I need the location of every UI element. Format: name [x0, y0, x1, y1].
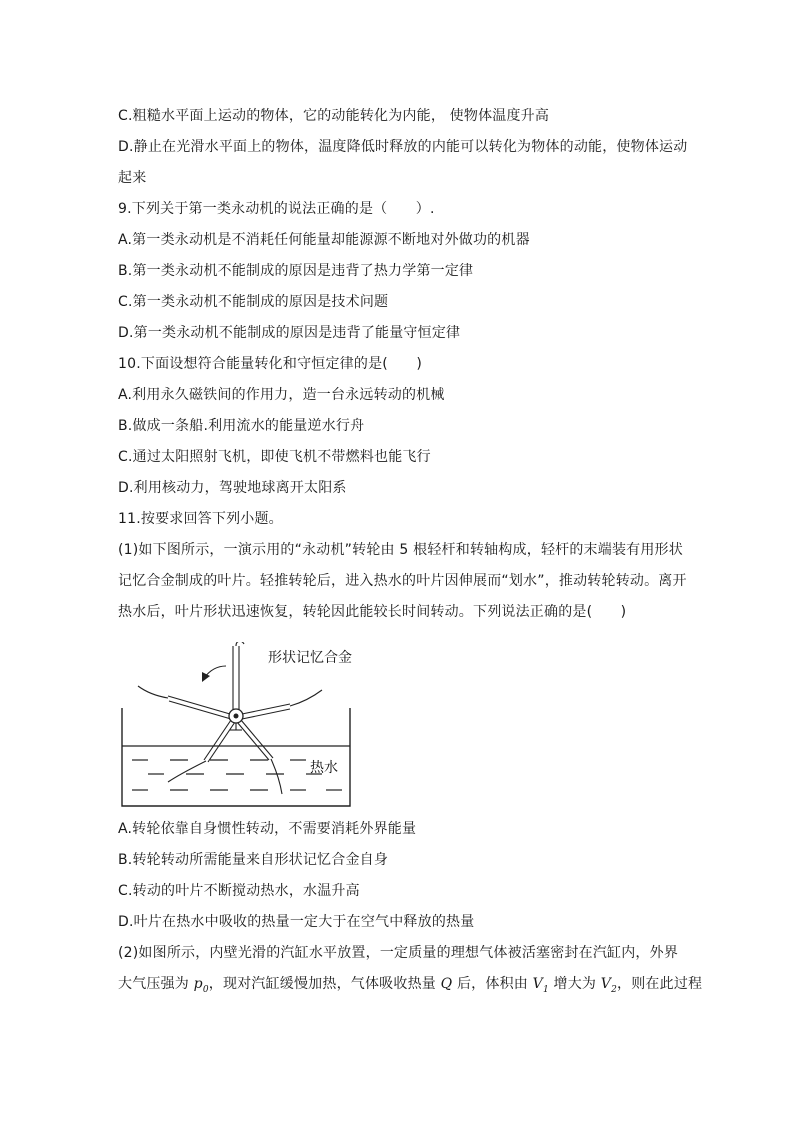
option-d: D.利用核动力，驾驶地球离开太阳系 [118, 480, 347, 496]
text-fragment: ，则在此过程 [617, 976, 703, 992]
symbol-p0: $p_0$ [193, 976, 209, 995]
text-line: (2)如图所示，内壁光滑的汽缸水平放置，一定质量的理想气体被活塞密封在汽缸内，外界 [118, 945, 679, 961]
option-c: C.转动的叶片不断搅动热水，水温升高 [118, 883, 360, 899]
question-10-stem: 10.下面设想符合能量转化和守恒定律的是( ) [118, 356, 422, 372]
text-line: (1)如下图所示，一演示用的“永动机”转轮由 5 根轻杆和转轴构成，轻杆的末端装有用形状 [118, 542, 683, 558]
symbol-v1: $V_1$ [532, 976, 549, 995]
text-fragment: ，现对汽缸缓慢加热，气体吸收热量 [208, 976, 441, 992]
text-line [118, 974, 702, 1000]
option-b: B.第一类永动机不能制成的原因是违背了热力学第一定律 [118, 263, 474, 279]
label-shape-memory-alloy: 形状记忆合金 [268, 650, 352, 666]
label-hot-water: 热水 [310, 760, 338, 776]
option-d: D.第一类永动机不能制成的原因是违背了能量守恒定律 [118, 325, 461, 341]
option-a: A.转轮依靠自身惯性转动，不需要消耗外界能量 [118, 821, 417, 837]
text-fragment: 大气压强为 [118, 976, 194, 992]
text-line: 起来 [118, 170, 147, 186]
option-a: A.利用永久磁铁间的作用力，造一台永远转动的机械 [118, 387, 445, 403]
text-line: 热水后，叶片形状迅速恢复，转轮因此能较长时间转动。下列说法正确的是( ) [118, 604, 627, 620]
option-c: C.第一类永动机不能制成的原因是技术问题 [118, 294, 389, 310]
option-b: B.做成一条船.利用流水的能量逆水行舟 [118, 418, 365, 434]
option-c: C.通过太阳照射飞机，即使飞机不带燃料也能飞行 [118, 449, 431, 465]
text-line: C.粗糙水平面上运动的物体，它的动能转化为内能， 使物体温度升高 [118, 108, 550, 124]
question-9-stem: 9.下列关于第一类永动机的说法正确的是（ ）. [118, 201, 435, 217]
option-d: D.叶片在热水中吸收的热量一定大于在空气中释放的热量 [118, 914, 475, 930]
symbol-q: Q [440, 976, 453, 992]
option-a: A.第一类永动机是不消耗任何能量却能源源不断地对外做功的机器 [118, 232, 530, 248]
symbol-v2: $V_2$ [600, 976, 618, 995]
text-fragment: 后，体积由 [452, 976, 533, 992]
perpetual-motion-wheel-figure [118, 642, 358, 810]
text-line: D.静止在光滑水平面上的物体，温度降低时释放的内能可以转化为物体的动能，使物体运动 [118, 139, 688, 155]
question-11-stem: 11.按要求回答下列小题。 [118, 511, 283, 527]
option-b: B.转轮转动所需能量来自形状记忆合金自身 [118, 852, 389, 868]
text-fragment: 增大为 [548, 976, 601, 992]
wheel-diagram [118, 642, 358, 810]
text-line: 记忆合金制成的叶片。轻推转轮后，进入热水的叶片因伸展而“划水”，推动转轮转动。离开 [118, 573, 687, 589]
